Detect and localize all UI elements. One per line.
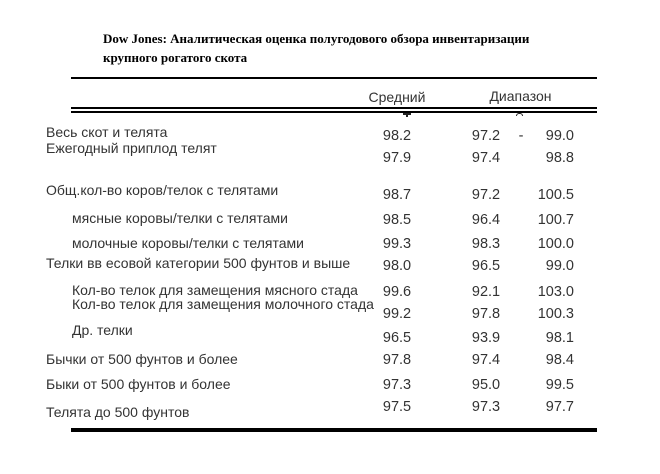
range-high-value: 100.0 <box>537 236 574 252</box>
average-value: 99.2 <box>382 306 412 322</box>
range-high-value: 103.0 <box>537 284 574 300</box>
row-label-beef-cows-heifers-calved: мясные коровы/телки с телятами <box>72 210 288 226</box>
row-label-heifers-500lbs-and-over: Телки вв есовой категории 500 фунтов и выше <box>46 255 351 271</box>
range-low-value: 97.8 <box>471 306 501 322</box>
range-low-value: 98.3 <box>471 236 501 252</box>
range-high-value: 100.5 <box>537 187 574 203</box>
range-low-value: 97.2 <box>471 128 501 144</box>
row-label-annual-calf-crop: Ежегодный приплод телят <box>46 140 217 156</box>
average-value: 99.6 <box>382 284 412 300</box>
clipped-glyph-fragment <box>516 113 523 116</box>
range-high-value: 99.5 <box>545 377 574 393</box>
range-low-value: 97.3 <box>471 399 501 415</box>
range-high-value: 98.4 <box>545 352 574 368</box>
row-label-dairy-cows-heifers-calved: молочные коровы/телки с телятами <box>72 235 304 251</box>
range-low-value: 97.4 <box>471 150 501 166</box>
row-label-all-cattle-and-calves: Весь скот и телята <box>46 124 168 140</box>
row-label-dairy-replacement-heifers: Кол-во телок для замещения молочного стада <box>72 296 374 312</box>
range-low-value: 95.0 <box>471 377 501 393</box>
row-label-total-cows-heifers-calved: Общ.кол-во коров/телок с телятами <box>46 182 279 198</box>
clipped-glyph-fragment <box>403 113 411 115</box>
row-label-beef-replacement-heifers: Кол-во телок для замещения мясного стада <box>72 282 358 298</box>
range-high-value: 100.3 <box>537 306 574 322</box>
range-high-value: 99.0 <box>545 128 574 144</box>
row-label-other-heifers: Др. телки <box>72 322 133 338</box>
average-value: 97.8 <box>382 352 412 368</box>
average-value: 98.2 <box>382 128 412 144</box>
range-high-value: 100.7 <box>537 212 574 228</box>
average-value: 97.3 <box>382 377 412 393</box>
range-low-value: 97.2 <box>471 187 501 203</box>
average-value: 99.3 <box>382 236 412 252</box>
bottom-rule <box>71 428 597 432</box>
row-label-calves-under-500lbs: Телята до 500 фунтов <box>46 404 190 420</box>
range-separator: - <box>518 128 524 144</box>
row-label-steers-500lbs-and-over: Бычки от 500 фунтов и более <box>46 351 238 367</box>
average-value: 96.5 <box>382 330 412 346</box>
average-value: 97.9 <box>382 150 412 166</box>
range-high-value: 98.8 <box>545 150 574 166</box>
average-value: 98.7 <box>382 187 412 203</box>
range-low-value: 97.4 <box>471 352 501 368</box>
range-low-value: 96.5 <box>471 258 501 274</box>
average-value: 97.5 <box>382 399 412 415</box>
range-high-value: 99.0 <box>545 258 574 274</box>
range-low-value: 93.9 <box>471 330 501 346</box>
range-high-value: 98.1 <box>545 330 574 346</box>
column-header-range: Диапазон <box>489 88 552 104</box>
range-low-value: 96.4 <box>471 212 501 228</box>
column-header-average: Средний <box>368 89 426 105</box>
row-label-bulls-500lbs-and-over: Быки от 500 фунтов и более <box>46 376 231 392</box>
range-low-value: 92.1 <box>471 284 501 300</box>
report-title: Dow Jones: Аналитическая оценка полугодового обзора инвентаризации крупного рогатого скота <box>103 31 530 65</box>
average-value: 98.5 <box>382 212 412 228</box>
top-rule <box>71 77 597 79</box>
average-value: 98.0 <box>382 258 412 274</box>
range-high-value: 97.7 <box>545 399 574 415</box>
